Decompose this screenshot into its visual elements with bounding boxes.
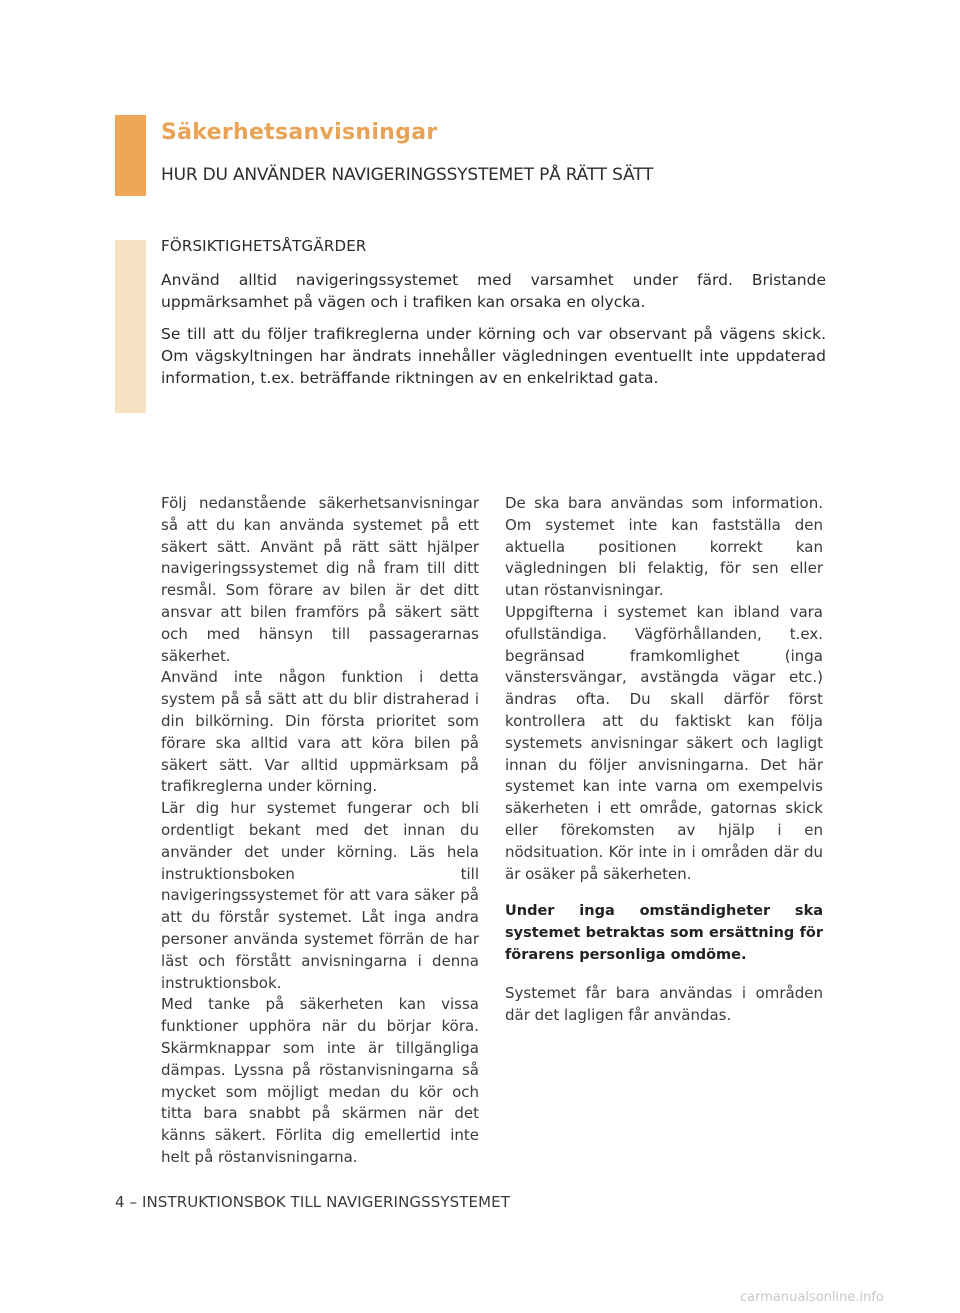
caution-heading: FÖRSIKTIGHETSÅTGÄRDER: [161, 237, 367, 255]
caution-accent-bar: [115, 240, 146, 413]
body-paragraph: Systemet får bara användas i områden där det lagligen får användas.: [505, 983, 823, 1024]
body-paragraph: Lär dig hur systemet fungerar och bli ordentligt bekant med det innan du använder det under körning. Läs hela instruktionsboken till navigeringssystemet för att vara säker på att du förstår systemet. Låt inga andra personer använda systemet förrän de har läst och förstått anvisningarna i denna instruktionsbok.: [161, 799, 479, 992]
watermark: carmanualsonline.info: [740, 1290, 884, 1305]
warning-paragraph: Under inga omständigheter ska systemet betraktas som ersättning för förarens personliga omdöme.: [505, 903, 823, 963]
caution-box: [161, 235, 826, 399]
body-paragraph: De ska bara användas som information. Om systemet inte kan fastställa den aktuella positionen korrekt kan vägledningen bli felaktig, för sen eller utan röstanvisningar.: [505, 494, 823, 600]
left-column: [161, 493, 479, 1169]
page-title: Säkerhetsanvisningar: [161, 120, 438, 145]
body-paragraph: Använd inte någon funktion i detta system på så sätt att du blir distraherad i din bilkörning. Din första prioritet som förare ska alltid vara att köra bilen på säkert sätt. Var alltid uppmärksam på trafikreglerna under körning.: [161, 668, 479, 796]
body-paragraph: Med tanke på säkerheten kan vissa funktioner upphöra när du börjar köra. Skärmknappar som inte är tillgängliga dämpas. Lyssna på röstanvisningarna så mycket som möjligt medan du kör och titta bara snabbt på skärmen när det känns säkert. Förlita dig emellertid inte helt på röstanvisningarna.: [161, 995, 479, 1166]
caution-paragraph: Se till att du följer trafikreglerna under körning och var observant på vägens skick. Om vägskyltningen har ändrats innehåller vägledningen eventuellt inte uppdaterad information, t.ex. beträffande riktningen av en enkelriktad gata.: [161, 325, 826, 387]
section-accent-bar: [115, 115, 146, 196]
page-subtitle: HUR DU ANVÄNDER NAVIGERINGSSYSTEMET PÅ RÄTT SÄTT: [161, 165, 654, 185]
body-paragraph: Uppgifterna i systemet kan ibland vara ofullständiga. Vägförhållanden, t.ex. begränsad framkomlighet (inga vänstersvängar, avstängda vägar etc.) ändras ofta. Du skall därför först kontrollera att du faktiskt kan följa systemets anvisningar säkert och lagligt innan du följer anvisningarna. Det här systemet kan inte varna om exempelvis säkerheten i ett område, gatornas skick eller förekomsten av hjälp i en nödsituation. Kör inte in i områden där du är osäker på säkerheten.: [505, 602, 823, 883]
caution-paragraph: Använd alltid navigeringssystemet med varsamhet under färd. Bristande uppmärksamhet på vägen och i trafiken kan orsaka en olycka.: [161, 271, 826, 311]
page-footer: 4 – INSTRUKTIONSBOK TILL NAVIGERINGSSYSTEMET: [115, 1193, 510, 1211]
body-paragraph: Följ nedanstående säkerhetsanvisningar så att du kan använda systemet på ett säkert sätt. Använt på rätt sätt hjälper navigeringssystemet dig nå fram till ditt resmål. Som förare av bilen är det ditt ansvar att bilen framförs på säkert sätt och med hänsyn till passagerarnas säkerhet.: [161, 494, 479, 665]
right-column: [505, 493, 823, 1026]
